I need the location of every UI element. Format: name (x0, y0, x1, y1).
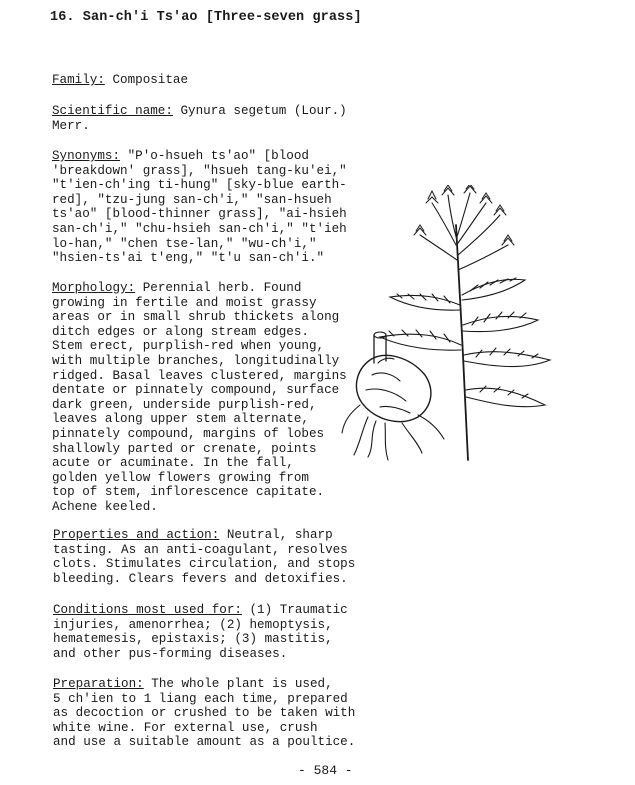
page-title: 16. San-ch'i Ts'ao [Three-seven grass] (50, 10, 362, 25)
morphology-line: Achene keeled. (52, 499, 158, 514)
synonyms-line: ts'ao" [blood-thinner grass], "ai-hsieh (52, 207, 347, 222)
properties-line: tasting. As an anti-coagulant, resolves (53, 542, 348, 557)
preparation-line: as decoction or crushed to be taken with (53, 706, 356, 721)
family-line: Family: Compositae (52, 73, 189, 87)
conditions-line: hematemesis, epistaxis; (3) mastitis, (53, 632, 333, 647)
morphology-line: top of stem, inflorescence capitate. (52, 485, 325, 500)
synonyms-section (52, 149, 347, 266)
scientific-name-line: Merr. (52, 118, 90, 133)
conditions-line: injuries, amenorrhea; (2) hemoptysis, (53, 617, 333, 632)
scientific-name-section (52, 104, 347, 133)
preparation-line: Preparation: The whole plant is used, (53, 677, 333, 691)
morphology-line: growing in fertile and moist grassy (52, 295, 317, 310)
synonyms-heading: Synonyms: (52, 149, 121, 163)
morphology-line: with multiple branches, longitudinally (52, 353, 340, 368)
properties-line: clots. Stimulates circulation, and stops (53, 557, 356, 572)
conditions-line: Conditions most used for: (1) Traumatic (53, 603, 348, 617)
synonyms-line: 'breakdown' grass], "hsueh tang-ku'ei," (52, 163, 347, 178)
properties-line: Properties and action: Neutral, sharp (53, 528, 333, 542)
properties-section (53, 528, 355, 586)
conditions-line: and other pus-forming diseases. (53, 646, 288, 661)
scientific-name-heading: Scientific name: (52, 104, 173, 118)
morphology-line: golden yellow flowers growing from (52, 470, 309, 485)
synonyms-line: "hsien-ts'ai t'eng," "t'u san-ch'i." (52, 251, 325, 266)
morphology-heading: Morphology: (52, 281, 136, 295)
page-number: - 584 - (298, 763, 353, 778)
preparation-line: 5 ch'ien to 1 liang each time, prepared (53, 691, 348, 706)
preparation-line: and use a suitable amount as a poultice. (53, 735, 356, 750)
synonyms-line: red], "tzu-jung san-ch'i," "san-hsueh (52, 192, 332, 207)
family-heading: Family: (52, 73, 105, 87)
morphology-line: shallowly parted or crenate, points (52, 441, 317, 456)
preparation-line: white wine. For external use, crush (53, 720, 318, 735)
family-section (52, 73, 188, 88)
plant-illustration (340, 185, 560, 465)
morphology-line: ditch edges or along stream edges. (52, 324, 309, 339)
properties-line: bleeding. Clears fevers and detoxifies. (53, 571, 348, 586)
scientific-name-line: Scientific name: Gynura segetum (Lour.) (52, 104, 347, 118)
synonyms-line: lo-han," "chen tse-lan," "wu-ch'i," (52, 236, 317, 251)
synonyms-line: "t'ien-ch'ing ti-hung" [sky-blue earth- (52, 178, 347, 193)
morphology-line: Stem erect, purplish-red when young, (52, 339, 325, 354)
conditions-heading: Conditions most used for: (53, 603, 242, 617)
preparation-heading: Preparation: (53, 677, 144, 691)
preparation-section (53, 677, 355, 750)
morphology-line: pinnately compound, margins of lobes (52, 426, 325, 441)
morphology-line: Morphology: Perennial herb. Found (52, 281, 302, 295)
conditions-section (53, 603, 348, 661)
morphology-line: ridged. Basal leaves clustered, margins (52, 368, 347, 383)
synonyms-line: Synonyms: "P'o-hsueh ts'ao" [blood (52, 149, 309, 163)
morphology-line: acute or acuminate. In the fall, (52, 456, 294, 471)
morphology-line: areas or in small shrub thickets along (52, 310, 340, 325)
morphology-line: dark green, underside purplish-red, (52, 397, 317, 412)
morphology-line: leaves along upper stem alternate, (52, 412, 309, 427)
synonyms-line: san-ch'i," "chu-hsieh san-ch'i," "t'ieh (52, 221, 347, 236)
morphology-section (52, 281, 347, 515)
morphology-line: dentate or pinnately compound, surface (52, 383, 340, 398)
properties-heading: Properties and action: (53, 528, 220, 542)
